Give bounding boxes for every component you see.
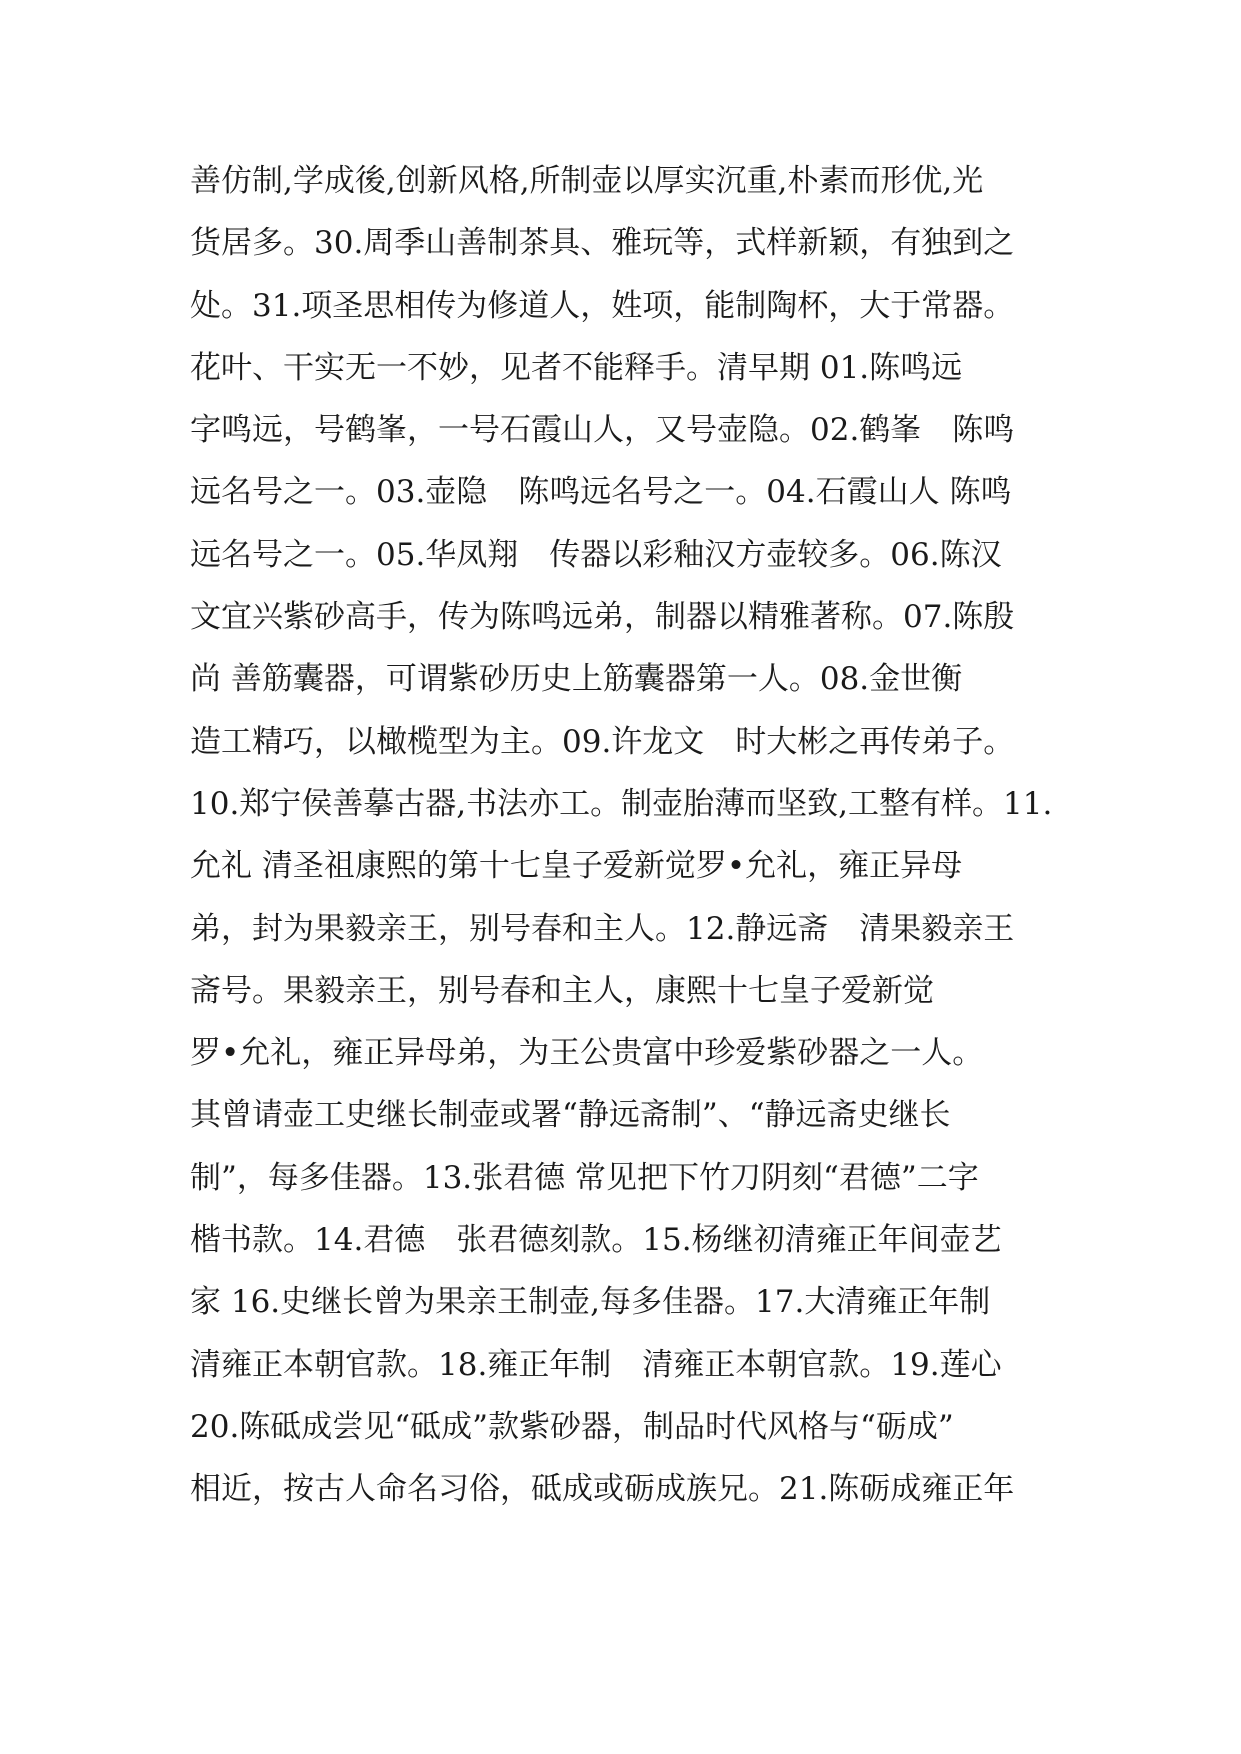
text-line: 货居多。30.周季山善制茶具、雅玩等，式样新颖，有独到之 [190, 225, 1015, 262]
text-line: 处。31.项圣思相传为修道人，姓项，能制陶杯，大于常器。 [190, 287, 1015, 324]
text-line: 允礼 清圣祖康熙的第十七皇子爱新觉罗•允礼，雍正异母 [190, 848, 963, 885]
text-line: 尚 善筋囊器，可谓紫砂历史上筋囊器第一人。08.金世衡 [190, 661, 963, 698]
text-line: 文宜兴紫砂高手，传为陈鸣远弟，制器以精雅著称。07.陈殷 [190, 599, 1015, 636]
text-line: 斋号。果毅亲王，别号春和主人，康熙十七皇子爱新觉 [190, 972, 934, 1009]
text-line: 其曾请壶工史继长制壶或署“静远斋制”、“静远斋史继长 [190, 1097, 951, 1134]
text-line: 相近，按古人命名习俗，砥成或砺成族兄。21.陈砺成雍正年 [190, 1471, 1015, 1508]
text-line: 10.郑宁侯善摹古器,书法亦工。制壶胎薄而坚致,工整有样。11. [190, 785, 1053, 822]
body-text [190, 150, 1070, 1521]
text-line: 20.陈砥成尝见“砥成”款紫砂器，制品时代风格与“砺成” [190, 1408, 954, 1445]
text-line: 制”，每多佳器。13.张君德 常见把下竹刀阴刻“君德”二字 [190, 1159, 979, 1196]
text-line: 家 16.史继长曾为果亲王制壶,每多佳器。17.大清雍正年制 [190, 1284, 991, 1321]
text-line: 罗•允礼，雍正异母弟，为王公贵富中珍爱紫砂器之一人。 [190, 1035, 984, 1072]
text-line: 远名号之一。03.壶隐 陈鸣远名号之一。04.石霞山人 陈鸣 [190, 474, 1012, 511]
text-line: 造工精巧，以橄榄型为主。09.许龙文 时大彬之再传弟子。 [190, 723, 1015, 760]
text-line: 善仿制,学成後,创新风格,所制壶以厚实沉重,朴素而形优,光 [190, 163, 984, 199]
text-line: 字鸣远，号鹤峯，一号石霞山人，又号壶隐。02.鹤峯 陈鸣 [190, 412, 1015, 449]
text-line: 花叶、干实无一不妙，见者不能释手。清早期 01.陈鸣远 [190, 349, 963, 386]
text-line: 弟，封为果毅亲王，别号春和主人。12.静远斋 清果毅亲王 [190, 910, 1015, 947]
text-line: 远名号之一。05.华凤翔 传器以彩釉汉方壶较多。06.陈汉 [190, 536, 1002, 573]
text-line: 清雍正本朝官款。18.雍正年制 清雍正本朝官款。19.莲心 [190, 1346, 1002, 1383]
text-line: 楷书款。14.君德 张君德刻款。15.杨继初清雍正年间壶艺 [190, 1222, 1002, 1259]
